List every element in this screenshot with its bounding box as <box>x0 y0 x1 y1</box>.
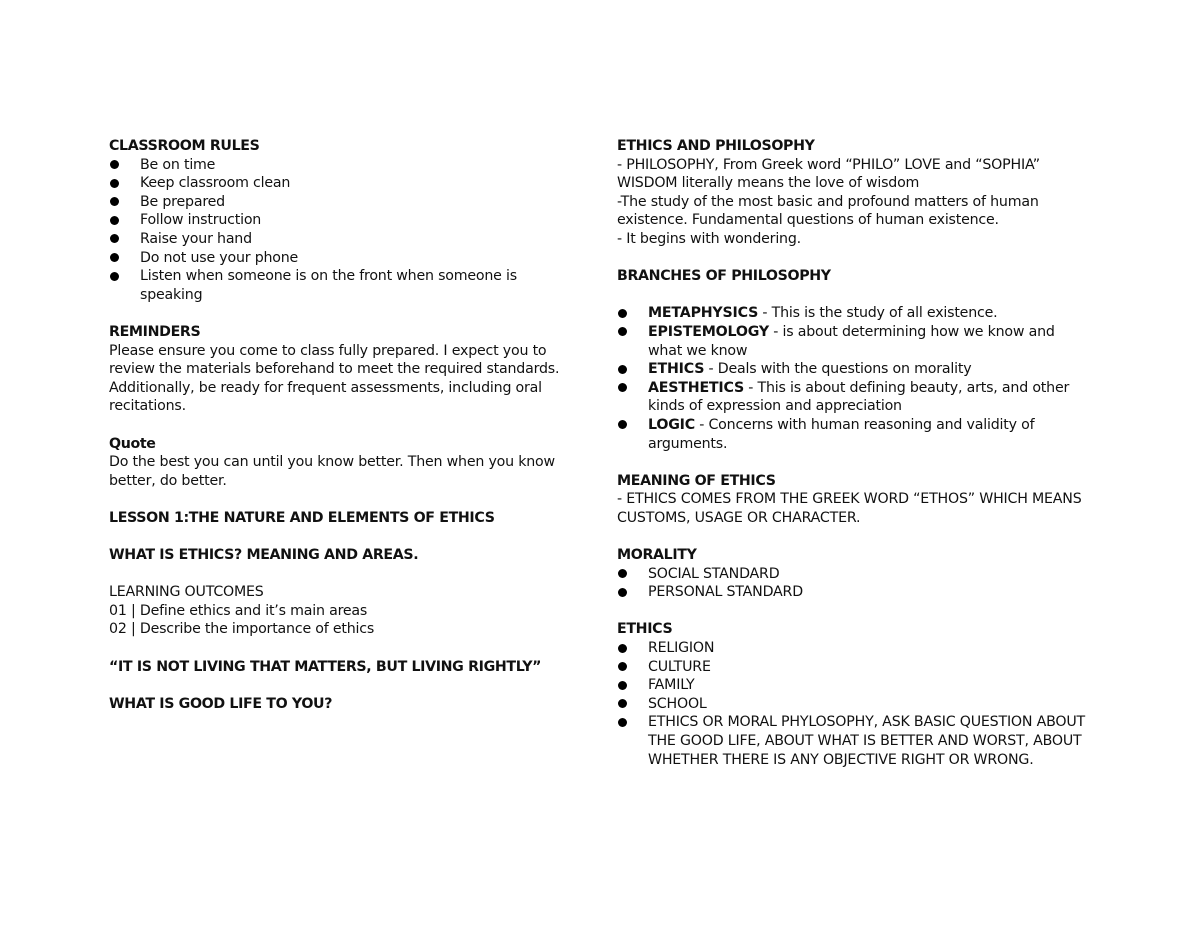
bullet-icon <box>618 662 627 671</box>
morality-list <box>617 565 1107 602</box>
ethics-philosophy-line: - It begins with wondering. <box>617 230 801 247</box>
classroom-rules-list <box>109 156 599 305</box>
bullet-icon <box>618 699 627 708</box>
bullet-icon <box>110 253 119 262</box>
lesson-title: LESSON 1:THE NATURE AND ELEMENTS OF ETHICS <box>109 509 495 526</box>
ethics-philosophy-line: -The study of the most basic and profound matters of human <box>617 193 1039 210</box>
bullet-icon <box>618 588 627 597</box>
list-item <box>617 304 1075 323</box>
list-item: Keep classroom clean <box>109 174 599 193</box>
learning-outcome-item: 02 | Describe the importance of ethics <box>109 621 375 638</box>
ethics-list <box>617 639 1093 769</box>
branch-term: LOGIC <box>648 416 695 433</box>
branch-term: AESTHETICS <box>648 379 744 396</box>
branch-desc: - Deals with the questions on morality <box>704 361 972 378</box>
bullet-icon <box>618 718 627 727</box>
meaning-of-ethics-line: - ETHICS COMES FROM THE GREEK WORD “ETHOS” WHICH MEANS <box>617 491 1082 508</box>
bullet-icon <box>618 383 627 392</box>
branch-term: EPISTEMOLOGY <box>648 323 769 340</box>
list-item <box>617 323 1075 360</box>
list-item: Raise your hand <box>109 230 599 249</box>
list-item: Be on time <box>109 156 599 175</box>
ethics-philosophy-heading: ETHICS AND PHILOSOPHY <box>617 138 815 154</box>
list-item: ETHICS OR MORAL PHYLOSOPHY, ASK BASIC QUESTION ABOUT THE GOOD LIFE, ABOUT WHAT IS BETTER AND WORST, ABOUT WHETHER THERE IS ANY OBJECTIVE RIGHT OR WRONG. <box>617 713 1093 769</box>
bullet-icon <box>618 365 627 374</box>
classroom-rules-heading: CLASSROOM RULES <box>109 138 260 154</box>
list-item <box>617 416 1075 453</box>
meaning-of-ethics-heading: MEANING OF ETHICS <box>617 472 776 489</box>
reflection-question: WHAT IS GOOD LIFE TO YOU? <box>109 695 333 712</box>
lesson-subtitle: WHAT IS ETHICS? MEANING AND AREAS. <box>109 547 419 564</box>
bullet-icon <box>618 569 627 578</box>
branch-term: METAPHYSICS <box>648 305 759 322</box>
branch-desc: - This is the study of all existence. <box>758 305 998 322</box>
ethics-philosophy-line: existence. Fundamental questions of human existence. <box>617 212 999 229</box>
branch-term: ETHICS <box>648 361 705 378</box>
meaning-of-ethics-line: CUSTOMS, USAGE OR CHARACTER. <box>617 509 861 526</box>
bullet-icon <box>618 681 627 690</box>
ethics-philosophy-line: WISDOM literally means the love of wisdom <box>617 175 920 192</box>
bullet-icon <box>110 216 119 225</box>
morality-heading: MORALITY <box>617 547 697 564</box>
branch-desc: - This is about defining beauty, arts, and other kinds of expression and appreciation <box>648 379 1070 415</box>
bullet-icon <box>110 197 119 206</box>
list-item: Follow instruction <box>109 211 599 230</box>
list-item: FAMILY <box>617 676 1093 695</box>
bullet-icon <box>110 272 119 281</box>
reminders-text: Please ensure you come to class fully prepared. I expect you to review the materials beforehand to meet the required standards. Additionally, be ready for frequent assessments, including oral recitations. <box>109 342 560 415</box>
branches-heading: BRANCHES OF PHILOSOPHY <box>617 268 831 285</box>
branches-list <box>617 304 1075 453</box>
quote-text: Do the best you can until you know better. Then when you know better, do better. <box>109 454 555 489</box>
bullet-icon <box>110 160 119 169</box>
list-item <box>617 379 1075 416</box>
saying-text: “IT IS NOT LIVING THAT MATTERS, BUT LIVING RIGHTLY” <box>109 658 542 675</box>
left-column <box>109 137 599 713</box>
list-item: SOCIAL STANDARD <box>617 565 1107 584</box>
branch-desc: - is about determining how we know and what we know <box>648 323 1055 359</box>
list-item: Do not use your phone <box>109 249 599 268</box>
list-item: SCHOOL <box>617 695 1093 714</box>
learning-outcome-item: 01 | Define ethics and it’s main areas <box>109 602 368 619</box>
list-item <box>617 360 1075 379</box>
list-item: Be prepared <box>109 193 599 212</box>
right-column <box>617 137 1107 769</box>
quote-heading: Quote <box>109 435 156 452</box>
list-item: PERSONAL STANDARD <box>617 583 1107 602</box>
ethics-philosophy-line: - PHILOSOPHY, From Greek word “PHILO” LOVE and “SOPHIA” <box>617 156 1040 173</box>
bullet-icon <box>618 644 627 653</box>
bullet-icon <box>110 179 119 188</box>
bullet-icon <box>110 234 119 243</box>
branch-desc: - Concerns with human reasoning and validity of arguments. <box>648 416 1035 452</box>
bullet-icon <box>618 327 627 336</box>
list-item: CULTURE <box>617 658 1093 677</box>
list-item: RELIGION <box>617 639 1093 658</box>
bullet-icon <box>618 309 627 318</box>
bullet-icon <box>618 420 627 429</box>
learning-outcomes-heading: LEARNING OUTCOMES <box>109 584 264 601</box>
list-item: Listen when someone is on the front when someone is speaking <box>109 267 550 304</box>
ethics-heading: ETHICS <box>617 621 673 638</box>
reminders-heading: REMINDERS <box>109 323 201 340</box>
